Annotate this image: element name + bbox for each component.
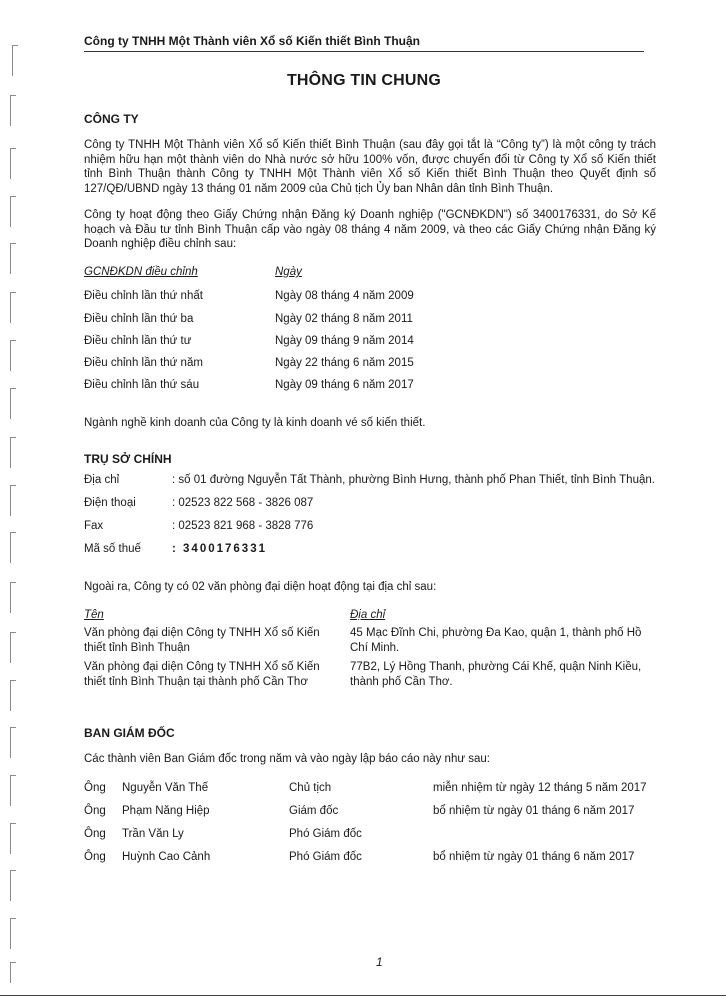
amendment-name: Điều chỉnh lần thứ năm bbox=[84, 357, 203, 369]
member-position: Giám đốc bbox=[289, 805, 339, 817]
binder-mark bbox=[10, 870, 16, 901]
member-title: Ông bbox=[84, 828, 106, 840]
offices-intro: Ngoài ra, Công ty có 02 văn phòng đại diện hoạt động tại địa chỉ sau: bbox=[84, 581, 437, 593]
binder-mark bbox=[10, 437, 16, 468]
board-intro: Các thành viên Ban Giám đốc trong năm và vào ngày lập báo cáo này như sau: bbox=[84, 753, 490, 765]
amendment-name: Điều chỉnh lần thứ tư bbox=[84, 335, 192, 347]
office-name: Văn phòng đại diện Công ty TNHH Xổ số Kiến thiết tỉnh Bình Thuận tại thành phố Cần Thơ bbox=[84, 661, 320, 688]
member-note: miễn nhiệm từ ngày 12 tháng 5 năm 2017 bbox=[433, 782, 647, 794]
binder-mark bbox=[10, 243, 16, 274]
binder-mark bbox=[10, 632, 16, 663]
info-value: : số 01 đường Nguyễn Tất Thành, phường Bình Hưng, thành phố Phan Thiết, tỉnh Bình Thuận. bbox=[172, 474, 655, 486]
amendment-name: Điều chỉnh lần thứ sáu bbox=[84, 379, 200, 391]
member-name: Trần Văn Ly bbox=[122, 828, 184, 840]
info-label: Địa chỉ bbox=[84, 474, 120, 486]
member-title: Ông bbox=[84, 805, 106, 817]
binder-mark bbox=[12, 45, 18, 76]
binder-mark bbox=[10, 148, 16, 179]
binder-mark bbox=[10, 918, 16, 949]
company-paragraph-2: Công ty hoạt động theo Giấy Chứng nhận Đăng ký Doanh nghiệp ("GCNĐKDN") số 3400176331, do Sở Kế hoạch và Đầu tư tỉnh Bình Thuận cấp vào ngày 08 tháng 4 năm 2009, và theo các Giấy Chứng nhận Đăng ký Doanh nghiệp điều chỉnh sau: bbox=[84, 209, 656, 250]
office-address: 77B2, Lý Hồng Thanh, phường Cái Khế, quận Ninh Kiều, thành phố Cần Thơ. bbox=[350, 661, 642, 688]
column-header-date: Ngày bbox=[275, 266, 302, 278]
info-label: Fax bbox=[84, 520, 104, 532]
member-position: Phó Giám đốc bbox=[289, 851, 362, 863]
member-position: Chủ tịch bbox=[289, 782, 332, 794]
member-note: bổ nhiệm từ ngày 01 tháng 6 năm 2017 bbox=[433, 851, 635, 863]
member-name: Phạm Năng Hiệp bbox=[122, 805, 210, 817]
section-heading-tru-so: TRỤ SỞ CHÍNH bbox=[84, 452, 172, 466]
page-title: THÔNG TIN CHUNG bbox=[286, 72, 442, 89]
binder-mark bbox=[10, 340, 16, 371]
binder-mark bbox=[10, 823, 16, 854]
amendment-date: Ngày 09 tháng 6 năm 2017 bbox=[275, 379, 414, 391]
member-name: Huỳnh Cao Cảnh bbox=[122, 851, 211, 863]
column-header-name: Tên bbox=[84, 609, 104, 621]
amendment-date: Ngày 02 tháng 8 năm 2011 bbox=[275, 313, 413, 325]
company-paragraph-1: Công ty TNHH Một Thành viên Xổ số Kiến thiết Bình Thuận (sau đây gọi tắt là “Công ty”) là một công ty trách nhiệm hữu hạn một thành viên do Nhà nước sở hữu 100% vốn, được chuyển đổi từ Công ty Xổ số Kiến thiết tỉnh Bình Thuận thành Công ty TNHH Một Thành viên Xổ số Kiến thiết Bình Thuận theo Quyết định số 127/QĐ/UBND ngày 13 tháng 01 năm 2009 của Chủ tịch Ủy ban Nhân dân tỉnh Bình Thuận. bbox=[84, 139, 656, 195]
info-label: Điện thoại bbox=[84, 497, 136, 509]
info-value: : 02523 822 568 - 3826 087 bbox=[172, 497, 314, 509]
member-note: bổ nhiệm từ ngày 01 tháng 6 năm 2017 bbox=[433, 805, 635, 817]
amendment-name: Điều chỉnh lần thứ nhất bbox=[84, 290, 203, 302]
binder-mark bbox=[10, 196, 16, 227]
binder-mark bbox=[10, 727, 16, 758]
section-heading-ban-giam-doc: BAN GIÁM ĐỐC bbox=[84, 726, 175, 740]
info-label: Mã số thuế bbox=[84, 543, 141, 555]
scan-edge-line bbox=[0, 995, 726, 996]
column-header-address: Địa chỉ bbox=[350, 609, 386, 621]
binder-mark bbox=[10, 485, 16, 516]
amendment-date: Ngày 08 tháng 4 năm 2009 bbox=[275, 290, 414, 302]
info-value: : 3400176331 bbox=[172, 543, 267, 555]
amendment-date: Ngày 09 tháng 9 năm 2014 bbox=[275, 335, 414, 347]
binder-mark bbox=[10, 95, 16, 126]
section-heading-cong-ty: CÔNG TY bbox=[84, 112, 139, 126]
running-header: Công ty TNHH Một Thành viên Xổ số Kiến thiết Bình Thuận bbox=[84, 34, 644, 52]
office-name: Văn phòng đại diện Công ty TNHH Xổ số Kiến thiết tỉnh Bình Thuận bbox=[84, 627, 320, 654]
office-address: 45 Mạc Đĩnh Chi, phường Đa Kao, quận 1, thành phố Hồ Chí Minh. bbox=[350, 627, 642, 654]
business-line-paragraph: Ngành nghề kinh doanh của Công ty là kinh doanh vé số kiến thiết. bbox=[84, 417, 426, 429]
binder-mark bbox=[10, 388, 16, 419]
amendment-name: Điều chỉnh lần thứ ba bbox=[84, 313, 194, 325]
binder-mark bbox=[10, 292, 16, 323]
binder-mark bbox=[10, 532, 16, 563]
binder-mark bbox=[10, 775, 16, 806]
member-title: Ông bbox=[84, 782, 106, 794]
binder-mark bbox=[10, 582, 16, 613]
column-header-amendment: GCNĐKDN điều chỉnh bbox=[84, 266, 198, 278]
member-position: Phó Giám đốc bbox=[289, 828, 362, 840]
page-number: 1 bbox=[376, 955, 383, 969]
binder-mark bbox=[10, 962, 16, 983]
info-value: : 02523 821 968 - 3828 776 bbox=[172, 520, 314, 532]
amendment-date: Ngày 22 tháng 6 năm 2015 bbox=[275, 357, 414, 369]
binder-mark bbox=[10, 680, 16, 711]
member-title: Ông bbox=[84, 851, 106, 863]
member-name: Nguyễn Văn Thế bbox=[122, 782, 209, 794]
